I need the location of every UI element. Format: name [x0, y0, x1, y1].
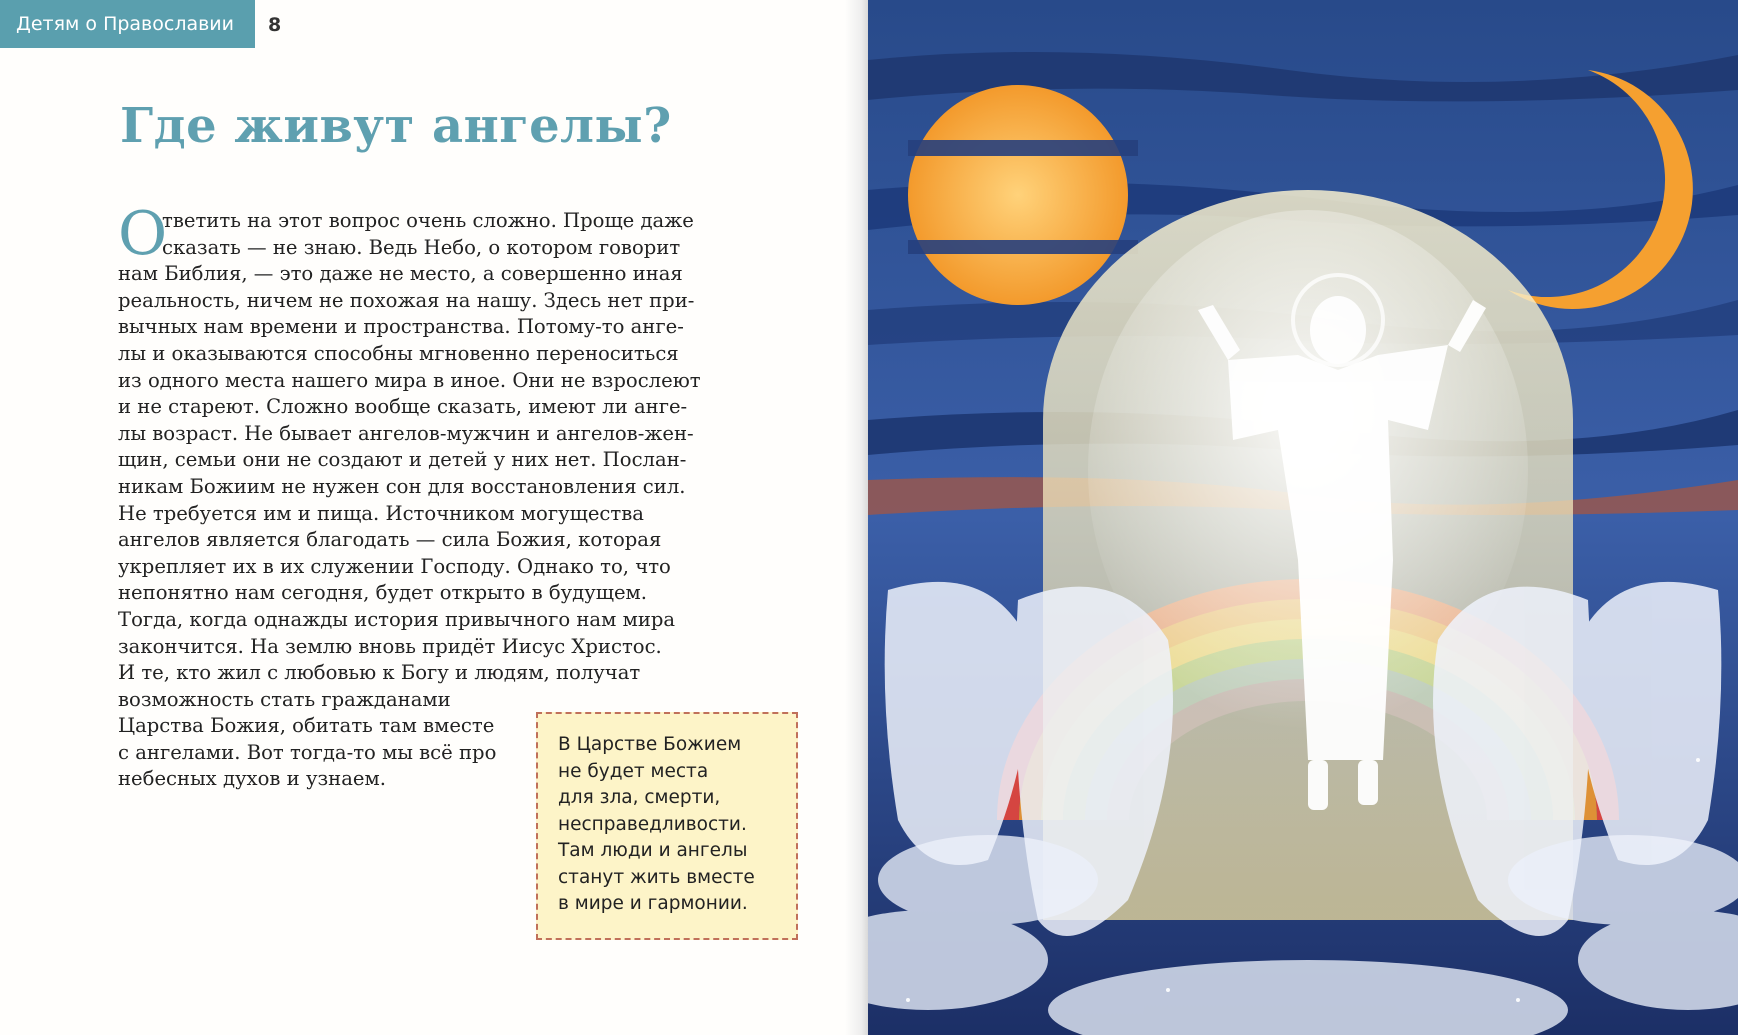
body-line: Царства Божия, обитать там вместе: [118, 714, 495, 738]
callout-box: [536, 712, 798, 940]
body-line: лы и оказываются способны мгновенно переноситься: [118, 341, 679, 365]
drop-cap: О: [118, 199, 168, 269]
body-line: реальность, ничем не похожая на нашу. Здесь нет при-: [118, 288, 695, 312]
page-title: Где живут ангелы?: [120, 98, 672, 154]
body-line: тветить на этот вопрос очень сложно. Проще даже: [162, 209, 694, 232]
body-line: щин, семьи они не создают и детей у них нет. Послан-: [118, 448, 687, 472]
page-number: 8: [268, 14, 282, 36]
body-line: из одного места нашего мира в иное. Они не взрослеют: [118, 368, 701, 392]
callout-line: Там люди и ангелы: [558, 840, 748, 861]
book-gutter: [845, 0, 868, 1035]
callout-line: несправедливости.: [558, 813, 747, 835]
body-line: непонятно нам сегодня, будет открыто в будущем.: [118, 581, 648, 605]
body-line: с ангелами. Вот тогда-то мы всё про: [118, 740, 497, 764]
body-line: ангелов является благодать — сила Божия, которая: [118, 528, 662, 552]
christ-with-angels-illustration: [868, 0, 1738, 1035]
section-header: [0, 0, 255, 48]
body-line: возможность стать гражданами: [118, 687, 451, 711]
body-line: и не стареют. Сложно вообще сказать, имеют ли анге-: [118, 395, 688, 419]
article-body: [118, 208, 738, 793]
body-line: сказать — не знаю. Ведь Небо, о котором говорит: [162, 235, 681, 259]
body-line: вычных нам времени и пространства. Потому-то анге-: [118, 315, 684, 339]
callout-line: В Царстве Божием: [558, 734, 742, 755]
callout-line: станут жить вместе: [558, 866, 755, 888]
body-line: И те, кто жил с любовью к Богу и людям, получат: [118, 661, 641, 685]
body-line: небесных духов и узнаем.: [118, 767, 386, 791]
body-line: укрепляет их в их служении Господу. Однако то, что: [118, 554, 671, 578]
body-line: закончится. На землю вновь придёт Иисус Христос.: [118, 634, 662, 658]
body-line: никам Божиим не нужен сон для восстановления сил.: [118, 474, 686, 498]
callout-line: не будет места: [558, 760, 709, 782]
section-label: Детям о Православии: [16, 13, 235, 35]
body-line: лы возраст. Не бывает ангелов-мужчин и ангелов-жен-: [118, 421, 694, 445]
body-line: Не требуется им и пища. Источником могущества: [118, 501, 644, 525]
callout-line: для зла, смерти,: [558, 787, 721, 808]
body-line: Тогда, когда однажды история привычного нам мира: [118, 607, 676, 631]
left-page: [0, 0, 868, 1035]
body-line: нам Библия, — это даже не место, а совершенно иная: [118, 262, 683, 286]
illustration-page: [868, 0, 1738, 1035]
callout-line: в мире и гармонии.: [558, 893, 748, 914]
